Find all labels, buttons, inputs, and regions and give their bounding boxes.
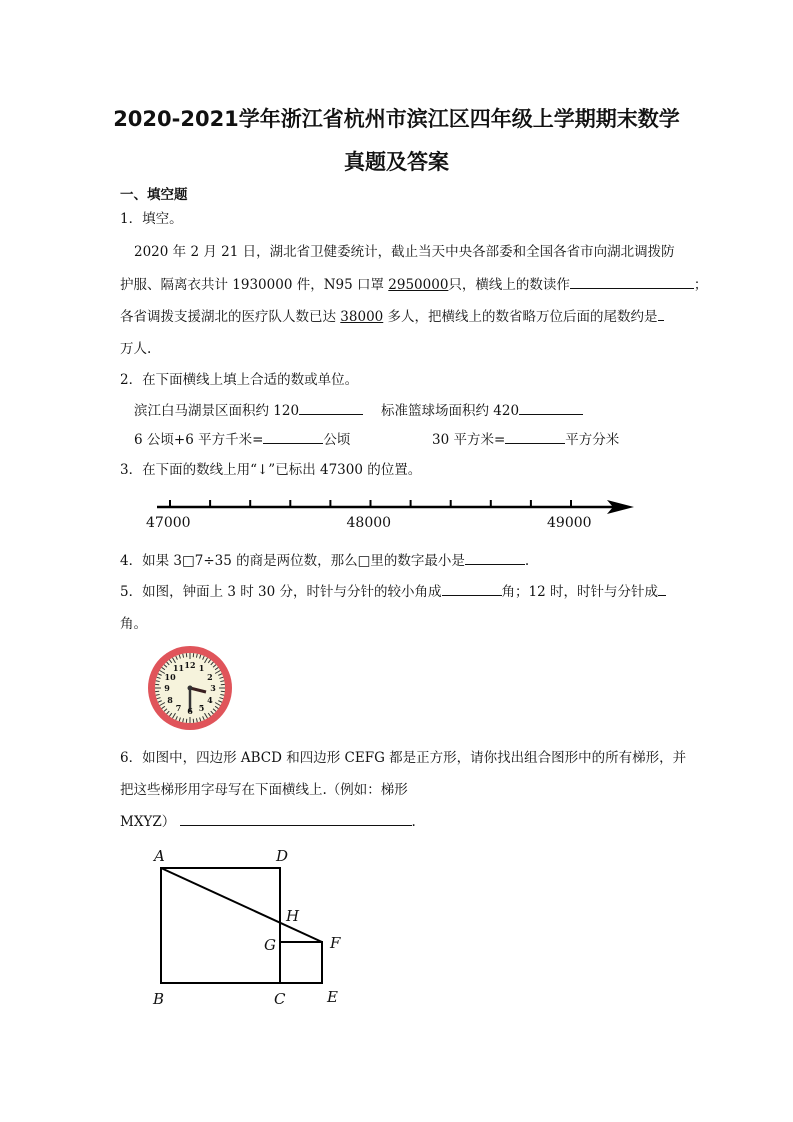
clock-number: 6 xyxy=(187,706,193,716)
clock-number: 4 xyxy=(207,694,213,705)
point-label-b: B xyxy=(153,990,165,1008)
q1-l3num: 38000 xyxy=(340,309,384,325)
q5-a: 5．如图，钟面上 3 时 30 分，时针与分针的较小角成 xyxy=(120,584,442,600)
q2-label: 2．在下面横线上填上合适的数或单位。 xyxy=(120,372,359,388)
q2-c2: 公顷 xyxy=(323,432,351,448)
q1-label: 1．填空。 xyxy=(120,211,183,227)
answer-blank[interactable] xyxy=(465,551,525,566)
q2-b-text: 标准篮球场面积约 420 xyxy=(381,403,520,419)
section-heading: 一、填空题 xyxy=(120,187,188,203)
point-label-f: F xyxy=(330,934,341,952)
q2-d2: 平方分米 xyxy=(565,432,620,448)
clock-number: 3 xyxy=(210,683,216,693)
line-af xyxy=(161,868,322,942)
q4-end: . xyxy=(524,553,530,569)
q6-line3 xyxy=(120,810,416,830)
q5-b: 角；12 时，时针与分针成 xyxy=(501,584,659,600)
q1-l2num: 2950000 xyxy=(388,277,449,293)
q5-line1 xyxy=(120,580,666,600)
clock-number: 12 xyxy=(184,660,196,670)
point-label-e: E xyxy=(327,988,338,1006)
tick-label: 49000 xyxy=(547,515,592,531)
point-label-h: H xyxy=(286,907,300,925)
clock-number: 5 xyxy=(198,702,205,713)
q4 xyxy=(120,549,529,569)
clock-number: 1 xyxy=(198,663,205,674)
point-label-c: C xyxy=(274,990,286,1008)
geometry-figure xyxy=(161,868,322,983)
q1-l3b: 多人，把横线上的数省略万位后面的尾数约是 xyxy=(383,309,658,325)
clock-number: 8 xyxy=(167,694,173,705)
q6-end: . xyxy=(411,814,416,830)
q2-d1: 30 平方米= xyxy=(432,432,506,448)
point-label-a: A xyxy=(154,847,165,865)
q3-label: 3．在下面的数线上用“↓”已标出 47300 的位置。 xyxy=(120,462,422,478)
q1-l2a: 护服、隔离衣共计 1930000 件，N95 口罩 xyxy=(120,277,389,293)
q1-line4: 万人. xyxy=(120,341,152,357)
answer-blank[interactable] xyxy=(442,582,502,597)
q4-text: 4．如果 3□7÷35 的商是两位数，那么□里的数字最小是 xyxy=(120,553,465,569)
q6-line2: 把这些梯形用字母写在下面横线上.（例如：梯形 xyxy=(120,782,408,798)
q1-l3a: 各省调拨支援湖北的医疗队人数已达 xyxy=(120,309,341,325)
q2-c1: 6 公顷+6 平方千米= xyxy=(134,432,264,448)
q2-a-text: 滨江白马湖景区面积约 120 xyxy=(134,403,300,419)
q1-l2b: 只，横线上的数读作 xyxy=(448,277,570,293)
clock-number: 7 xyxy=(175,702,182,713)
number-line xyxy=(157,500,634,514)
point-label-d: D xyxy=(276,847,289,865)
clock-number: 11 xyxy=(172,663,185,674)
title-line-2: 真题及答案 xyxy=(344,150,449,174)
answer-blank[interactable] xyxy=(658,582,666,597)
q1-l2end: ； xyxy=(693,277,708,293)
square-cefg xyxy=(280,942,322,983)
tick-label: 48000 xyxy=(346,515,392,531)
q5-line2: 角。 xyxy=(120,616,147,632)
clock-number: 10 xyxy=(164,671,176,682)
clock-number: 2 xyxy=(207,671,213,682)
answer-blank[interactable] xyxy=(180,812,412,827)
q1-line1: 2020 年 2 月 21 日，湖北省卫健委统计，截止当天中央各部委和全国各省市向湖北调拨防 xyxy=(134,244,675,260)
tick-label: 47000 xyxy=(146,515,191,531)
q6-line1: 6．如图中，四边形 ABCD 和四边形 CEFG 都是正方形，请你找出组合图形中的所有梯形，并 xyxy=(120,750,687,766)
q6-l3: MXYZ） xyxy=(120,814,176,830)
clock-center xyxy=(188,686,193,691)
title-line-1: 2020-2021学年浙江省杭州市滨江区四年级上学期期末数学 xyxy=(113,107,680,131)
point-label-g: G xyxy=(264,936,276,954)
square-abcd xyxy=(161,868,280,983)
clock-number: 9 xyxy=(164,683,170,693)
